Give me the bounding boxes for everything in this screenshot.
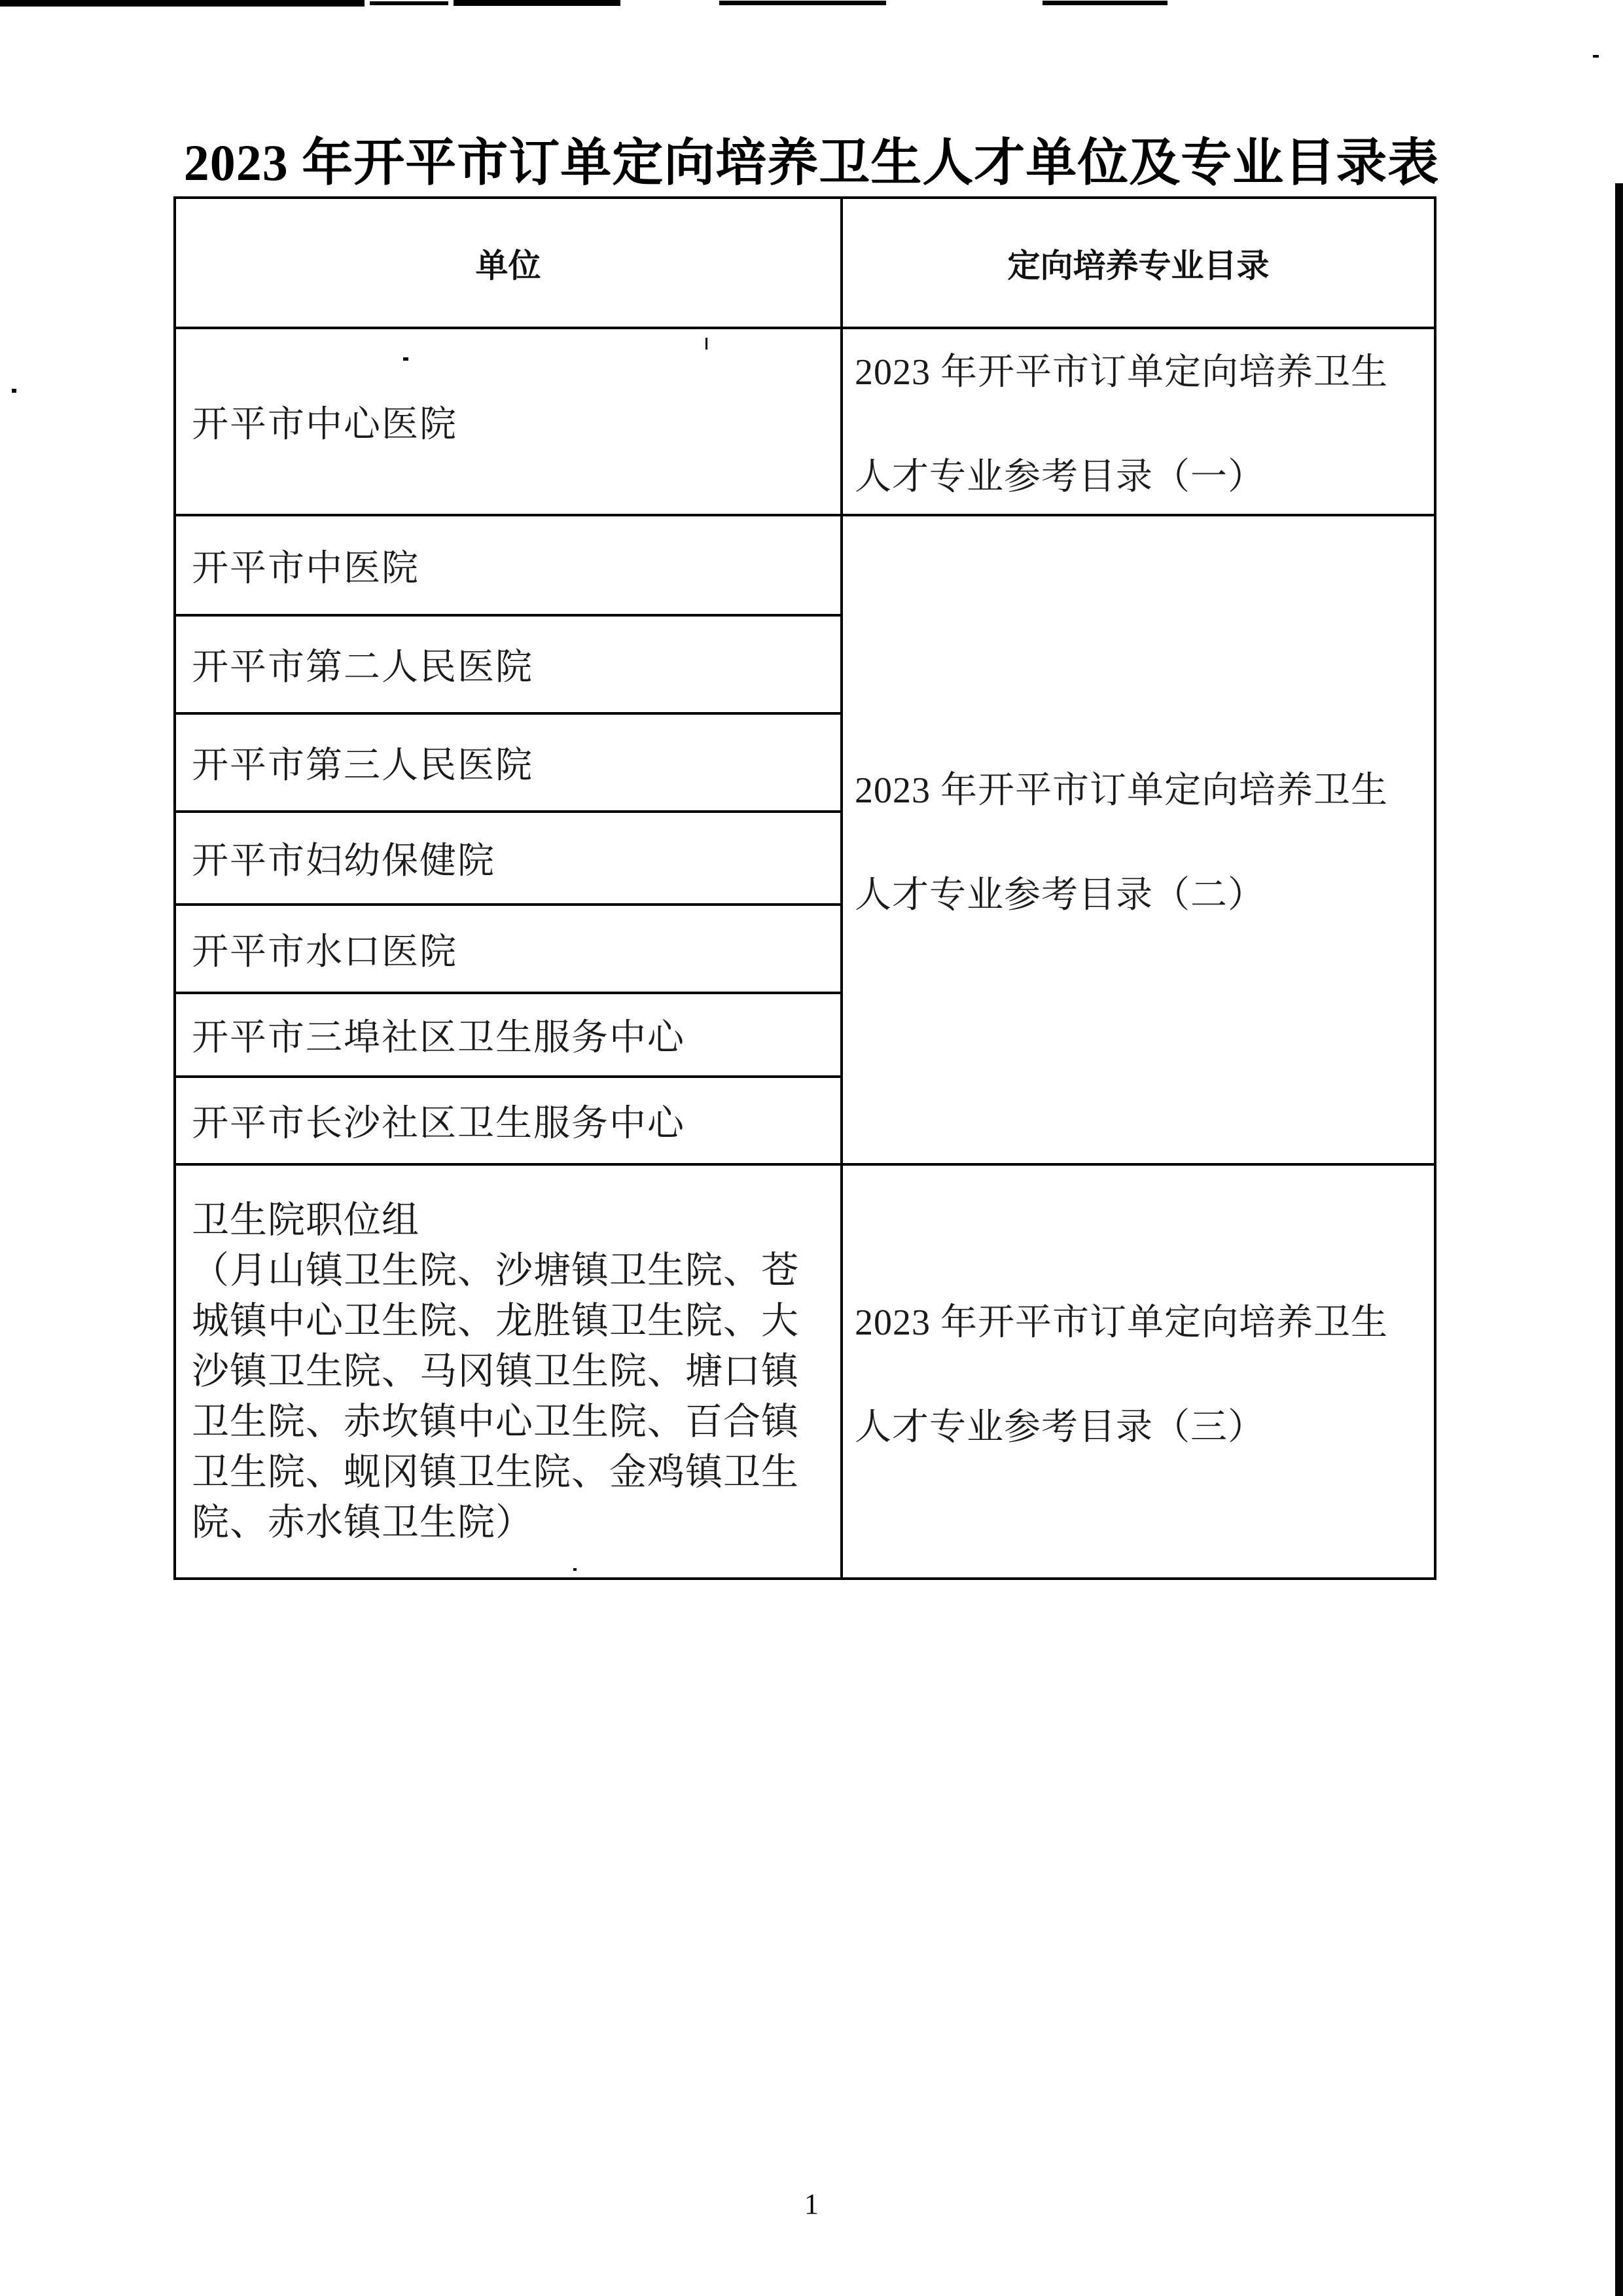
table-row — [175, 328, 1435, 515]
column-header-unit: 单位 — [175, 198, 842, 328]
scan-artifact-right-edge — [1615, 183, 1623, 2296]
page-number: 1 — [804, 2188, 819, 2220]
unit-catalog-table — [173, 196, 1436, 1580]
scan-artifact-top-edge — [719, 1, 886, 5]
unit-cell: 开平市第二人民医院 — [175, 615, 842, 713]
column-header-catalog: 定向培养专业目录 — [842, 198, 1435, 328]
unit-group-members: （月山镇卫生院、沙塘镇卫生院、苍城镇中心卫生院、龙胜镇卫生院、大沙镇卫生院、马冈镇卫生院、塘口镇卫生院、赤坎镇中心卫生院、百合镇卫生院、蚬冈镇卫生院、金鸡镇卫生院、赤水镇卫生院） — [192, 1250, 799, 1543]
scan-artifact-top-edge — [454, 0, 620, 6]
catalog-line: 人才专业参考目录（一） — [855, 457, 1265, 497]
scan-artifact-top-edge — [370, 1, 448, 5]
catalog-cell-3 — [842, 1164, 1435, 1579]
unit-cell: 开平市中医院 — [175, 515, 842, 615]
catalog-line: 人才专业参考目录（三） — [855, 1407, 1265, 1448]
page-title: 2023 年开平市订单定向培养卫生人才单位及专业目录表 — [183, 134, 1440, 191]
table-row — [175, 1164, 1435, 1579]
unit-cell: 开平市第三人民医院 — [175, 713, 842, 812]
unit-cell-health-center-group — [175, 1164, 842, 1579]
catalog-line: 2023 年开平市订单定向培养卫生 — [855, 770, 1388, 811]
table-row — [175, 515, 1435, 615]
unit-cell: 开平市水口医院 — [175, 905, 842, 993]
unit-group-name: 卫生院职位组 — [192, 1200, 419, 1241]
catalog-line: 人才专业参考目录（二） — [855, 875, 1265, 916]
catalog-line: 2023 年开平市订单定向培养卫生 — [855, 352, 1388, 393]
catalog-line: 2023 年开平市订单定向培养卫生 — [855, 1302, 1388, 1343]
unit-cell: 开平市三埠社区卫生服务中心 — [175, 993, 842, 1077]
unit-cell: 开平市妇幼保健院 — [175, 812, 842, 905]
unit-cell: 开平市长沙社区卫生服务中心 — [175, 1077, 842, 1164]
unit-cell-central-hospital: 开平市中心医院 — [175, 328, 842, 515]
catalog-cell-1 — [842, 328, 1435, 515]
scan-speck — [12, 389, 16, 393]
scan-artifact-top-edge — [0, 0, 365, 7]
catalog-cell-2 — [842, 515, 1435, 1164]
scan-speck — [1593, 55, 1599, 58]
table-header-row — [175, 198, 1435, 328]
scan-artifact-top-edge — [1043, 1, 1168, 5]
